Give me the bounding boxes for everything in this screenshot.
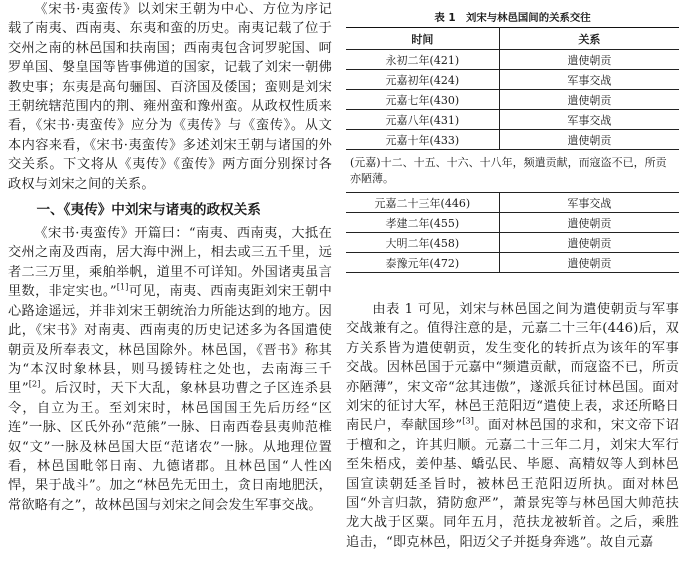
table-row <box>346 110 679 130</box>
header-time: 时间 <box>346 28 499 50</box>
body-text-2: 可见，南夷、西南夷距刘宋王朝中心路途遥远，并非刘宋王朝统治力所能达到的地方。因此，《宋书》对南夷、西南夷的历史记述多为各国遣使朝贡及所奉表文，林邑国除外。林邑国，《晋书》称其为“本汉时象林县，则马援铸柱之处也，去南海三千里” <box>8 284 332 397</box>
table-row <box>346 50 679 70</box>
cell-relation: 遣使朝贡 <box>499 253 679 273</box>
analysis-text-2: 。面对林邑国的求和，宋文帝下诏于檀和之，许其归顺。元嘉二十三年二月，刘宋大军行至朱梧戍，姜仲基、蟜弘民、毕愿、高精奴等人到林邑国宣读朝廷圣旨时，被林邑王范阳迈所执。面对林邑国“外言归款，猜防愈严”，萧景宪等与林邑国大帅范扶龙大战于区粟。同年五月，范扶龙被斩首。之后，乘胜追击，“即克林邑，阳迈父子并挺身奔逃”。故自元嘉 <box>346 418 679 550</box>
cell-time: 孝建二年(455) <box>346 213 499 233</box>
cell-relation: 军事交战 <box>499 110 679 130</box>
spacer <box>346 273 679 300</box>
table-row <box>346 213 679 233</box>
left-column <box>8 0 332 515</box>
analysis-paragraph <box>346 300 679 552</box>
cell-relation: 遣使朝贡 <box>499 90 679 110</box>
relations-table <box>346 27 679 273</box>
table-row <box>346 233 679 253</box>
section-body-paragraph <box>8 224 332 515</box>
table-caption: 表 1 刘宋与林邑国间的关系交往 <box>434 12 591 24</box>
cell-relation: 军事交战 <box>499 70 679 90</box>
cell-relation: 遣使朝贡 <box>499 50 679 70</box>
table-row <box>346 130 679 150</box>
table-note-row <box>346 150 679 193</box>
cell-relation: 遣使朝贡 <box>499 130 679 150</box>
cell-time: 元嘉十年(433) <box>346 130 499 150</box>
table-note: (元嘉)十二、十五、十六、十八年，频遣贡献，而寇盗不已，所贡亦陋薄。 <box>346 150 679 193</box>
right-column <box>346 0 679 552</box>
cell-time: 永初二年(421) <box>346 50 499 70</box>
cell-time: 元嘉八年(431) <box>346 110 499 130</box>
table-header-row <box>346 28 679 50</box>
cell-time: 大明二年(458) <box>346 233 499 253</box>
table-row <box>346 253 679 273</box>
cell-time: 泰豫元年(472) <box>346 253 499 273</box>
header-relation: 关系 <box>499 28 679 50</box>
cell-time: 元嘉二十三年(446) <box>346 193 499 213</box>
cell-relation: 遣使朝贡 <box>499 213 679 233</box>
analysis-text-1: 由表 1 可见，刘宋与林邑国之间为遣使朝贡与军事交战兼有之。值得注意的是，元嘉二十三年(446)后，双方关系皆为遣使朝贡，发生变化的转折点为该年的军事交战。因林邑国于元嘉中“频遣贡献，而寇盗不已，所贡亦陋薄”，宋文帝“忿其违傲”，遂派兵征讨林邑国。面对刘宋的征讨大军，林邑王范阳迈“遣使上表，求还所略日南民户，奉献国珍” <box>346 302 679 434</box>
cell-time: 元嘉初年(424) <box>346 70 499 90</box>
cell-relation: 遣使朝贡 <box>499 233 679 253</box>
table-row <box>346 90 679 110</box>
table-row <box>346 193 679 213</box>
citation-2[interactable]: [2] <box>28 379 41 389</box>
table-row <box>346 70 679 90</box>
intro-paragraph: 《宋书·夷蛮传》以刘宋王朝为中心、方位为序记载了南夷、西南夷、东夷和蛮的历史。南夷记载了位于交州之南的林邑国和扶南国；西南夷包含诃罗驼国、呵罗单国、媻皇国等皆事佛道的国家，记载了刘宋一朝佛教史事；东夷是高句骊国、百济国及倭国；蛮则是刘宋王朝统辖范围内的荆、雍州蛮和豫州蛮。从政权性质来看，《宋书·夷蛮传》应分为《夷传》与《蛮传》。从文本内容来看，《宋书·夷蛮传》多述刘宋王朝与诸国的外交关系。下文将从《夷传》《蛮传》两方面分别探讨各政权与刘宋之间的关系。 <box>8 2 332 192</box>
body-text-1: 《宋书·夷蛮传》开篇曰：“南夷、西南夷，大抵在交州之南及西南，居大海中洲上，相去或三五千里，远者二三万里，乘舶举帆，道里不可详知。外国诸夷虽言里数，非定实也。” <box>8 226 332 300</box>
cell-time: 元嘉七年(430) <box>346 90 499 110</box>
citation-1[interactable]: [1] <box>116 282 129 292</box>
section-heading: 一、《夷传》中刘宋与诸夷的政权关系 <box>36 202 261 219</box>
citation-3[interactable]: [3] <box>462 417 475 427</box>
body-text-3: 。后汉时，天下大乱，象林县功曹之子区连杀县令，自立为王。至刘宋时，林邑国国王先后历经“区连”一脉、区氏外孙“范熊”一脉、日南西卷县夷帅范椎奴“文”一脉及林邑国大臣“范诸农”一脉。从地理位置看，林邑国毗邻日南、九德诸郡。且林邑国“人性凶悍，果于战斗”。加之“林邑先无田土，贪日南地肥沃，常欲略有之”，故林邑国与刘宋之间会发生军事交战。 <box>8 381 332 513</box>
cell-relation: 军事交战 <box>499 193 679 213</box>
